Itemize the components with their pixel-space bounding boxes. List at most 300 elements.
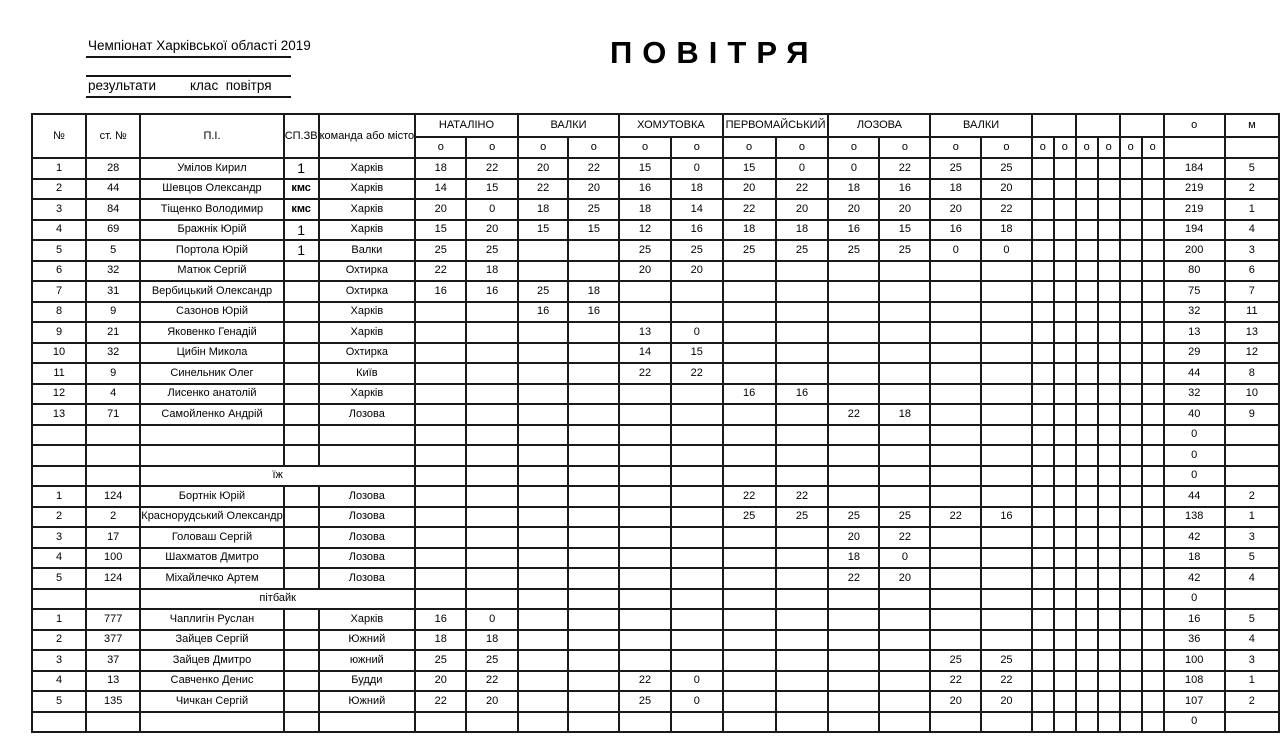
- cell-score[interactable]: 22: [518, 179, 569, 200]
- cell-extra-round[interactable]: [1054, 220, 1076, 241]
- cell-score[interactable]: [723, 281, 776, 302]
- cell-extra-round[interactable]: [1098, 384, 1120, 405]
- cell-score[interactable]: 22: [619, 671, 671, 692]
- cell-score[interactable]: 22: [671, 363, 723, 384]
- cell-rank[interactable]: 1: [284, 220, 319, 241]
- cell-score[interactable]: 0: [981, 240, 1032, 261]
- cell-score[interactable]: [828, 281, 879, 302]
- cell-score[interactable]: [930, 486, 981, 507]
- cell-place[interactable]: 11: [1225, 302, 1279, 323]
- cell-rider-name[interactable]: Краснорудський Олександр: [140, 507, 283, 528]
- cell-score[interactable]: 18: [981, 220, 1032, 241]
- cell-extra-round[interactable]: [1120, 568, 1142, 589]
- cell-score[interactable]: 0: [930, 240, 981, 261]
- cell-number[interactable]: 4: [32, 220, 86, 241]
- cell-score[interactable]: [930, 445, 981, 466]
- cell-extra-round[interactable]: [1032, 302, 1054, 323]
- cell-total[interactable]: 32: [1164, 302, 1225, 323]
- cell-extra-round[interactable]: [1120, 609, 1142, 630]
- cell-score[interactable]: [619, 650, 671, 671]
- col-header-number[interactable]: №: [32, 114, 86, 158]
- cell-total[interactable]: 75: [1164, 281, 1225, 302]
- cell-score[interactable]: 22: [466, 671, 517, 692]
- cell-team[interactable]: Харків: [319, 220, 416, 241]
- round-header[interactable]: о: [828, 137, 879, 158]
- cell-score[interactable]: [776, 445, 829, 466]
- round-header[interactable]: о: [1032, 137, 1054, 158]
- cell-extra-round[interactable]: [1142, 568, 1164, 589]
- cell-score[interactable]: [619, 712, 671, 733]
- cell-score[interactable]: [776, 302, 829, 323]
- cell-score[interactable]: [415, 507, 466, 528]
- cell-score[interactable]: 15: [671, 343, 723, 364]
- cell-score[interactable]: 15: [518, 220, 569, 241]
- cell-score[interactable]: 22: [776, 179, 829, 200]
- cell-total[interactable]: 0: [1164, 589, 1225, 610]
- cell-score[interactable]: [776, 568, 829, 589]
- cell-extra-round[interactable]: [1076, 220, 1098, 241]
- cell-start-number[interactable]: 28: [86, 158, 140, 179]
- cell-score[interactable]: 25: [619, 240, 671, 261]
- cell-extra-round[interactable]: [1076, 199, 1098, 220]
- cell-score[interactable]: [619, 609, 671, 630]
- cell-score[interactable]: [879, 691, 930, 712]
- cell-total[interactable]: 29: [1164, 343, 1225, 364]
- cell-rider-name[interactable]: Головаш Сергій: [140, 527, 283, 548]
- cell-extra-round[interactable]: [1098, 589, 1120, 610]
- cell-score[interactable]: [776, 548, 829, 569]
- cell-start-number[interactable]: 31: [86, 281, 140, 302]
- cell-score[interactable]: 25: [776, 507, 829, 528]
- cell-rider-name[interactable]: [140, 712, 283, 733]
- cell-score[interactable]: 18: [723, 220, 776, 241]
- cell-score[interactable]: [568, 363, 619, 384]
- col-header-name[interactable]: П.І.: [140, 114, 283, 158]
- cell-score[interactable]: [671, 589, 723, 610]
- cell-score[interactable]: [466, 322, 517, 343]
- cell-score[interactable]: [828, 712, 879, 733]
- cell-extra-round[interactable]: [1076, 691, 1098, 712]
- cell-score[interactable]: [981, 589, 1032, 610]
- cell-score[interactable]: 15: [879, 220, 930, 241]
- cell-extra-round[interactable]: [1098, 322, 1120, 343]
- cell-rider-name[interactable]: Зайцев Сергій: [140, 630, 283, 651]
- cell-extra-round[interactable]: [1120, 240, 1142, 261]
- cell-extra-round[interactable]: [1142, 650, 1164, 671]
- cell-extra-round[interactable]: [1142, 691, 1164, 712]
- cell-extra-round[interactable]: [1098, 179, 1120, 200]
- cell-score[interactable]: [518, 589, 569, 610]
- cell-score[interactable]: 18: [619, 199, 671, 220]
- cell-number[interactable]: 7: [32, 281, 86, 302]
- cell-extra-round[interactable]: [1098, 527, 1120, 548]
- cell-extra-round[interactable]: [1098, 630, 1120, 651]
- cell-score[interactable]: [466, 302, 517, 323]
- cell-score[interactable]: [723, 630, 776, 651]
- cell-score[interactable]: 18: [671, 179, 723, 200]
- total-subheader[interactable]: [1164, 137, 1225, 158]
- cell-extra-round[interactable]: [1054, 650, 1076, 671]
- cell-score[interactable]: 25: [930, 650, 981, 671]
- cell-score[interactable]: 22: [879, 527, 930, 548]
- cell-extra-round[interactable]: [1098, 466, 1120, 487]
- cell-extra-round[interactable]: [1098, 220, 1120, 241]
- cell-team[interactable]: [319, 445, 416, 466]
- cell-score[interactable]: [879, 322, 930, 343]
- cell-score[interactable]: [723, 527, 776, 548]
- cell-score[interactable]: 25: [981, 158, 1032, 179]
- cell-score[interactable]: [879, 589, 930, 610]
- cell-score[interactable]: [930, 609, 981, 630]
- cell-extra-round[interactable]: [1032, 609, 1054, 630]
- cell-number[interactable]: 8: [32, 302, 86, 323]
- cell-extra-round[interactable]: [1098, 261, 1120, 282]
- cell-team[interactable]: [319, 712, 416, 733]
- cell-score[interactable]: [981, 712, 1032, 733]
- cell-score[interactable]: 22: [828, 404, 879, 425]
- cell-score[interactable]: [568, 548, 619, 569]
- cell-team[interactable]: Охтирка: [319, 281, 416, 302]
- cell-extra-round[interactable]: [1054, 445, 1076, 466]
- cell-rank[interactable]: [284, 712, 319, 733]
- cell-score[interactable]: [415, 712, 466, 733]
- cell-score[interactable]: [568, 507, 619, 528]
- cell-score[interactable]: [723, 671, 776, 692]
- cell-rank[interactable]: [284, 671, 319, 692]
- cell-score[interactable]: 18: [776, 220, 829, 241]
- cell-rider-name[interactable]: Зайцев Дмитро: [140, 650, 283, 671]
- cell-place[interactable]: 4: [1225, 630, 1279, 651]
- cell-score[interactable]: [981, 568, 1032, 589]
- cell-extra-round[interactable]: [1076, 466, 1098, 487]
- cell-score[interactable]: [879, 712, 930, 733]
- cell-score[interactable]: 14: [619, 343, 671, 364]
- cell-score[interactable]: [879, 343, 930, 364]
- cell-score[interactable]: [619, 527, 671, 548]
- cell-score[interactable]: [723, 712, 776, 733]
- cell-extra-round[interactable]: [1142, 240, 1164, 261]
- cell-score[interactable]: [981, 302, 1032, 323]
- cell-extra-round[interactable]: [1098, 507, 1120, 528]
- cell-score[interactable]: [415, 589, 466, 610]
- cell-score[interactable]: 20: [723, 179, 776, 200]
- cell-score[interactable]: [776, 650, 829, 671]
- cell-rank[interactable]: [284, 425, 319, 446]
- cell-score[interactable]: 20: [415, 199, 466, 220]
- cell-extra-round[interactable]: [1120, 404, 1142, 425]
- cell-number[interactable]: 2: [32, 507, 86, 528]
- cell-score[interactable]: 25: [723, 240, 776, 261]
- cell-total[interactable]: 108: [1164, 671, 1225, 692]
- col-header-rank[interactable]: СП.ЗВ: [284, 114, 319, 158]
- cell-extra-round[interactable]: [1076, 281, 1098, 302]
- cell-rank[interactable]: [284, 302, 319, 323]
- cell-team[interactable]: Харків: [319, 384, 416, 405]
- cell-score[interactable]: [466, 507, 517, 528]
- cell-extra-round[interactable]: [1032, 343, 1054, 364]
- cell-score[interactable]: 16: [619, 179, 671, 200]
- round-header[interactable]: о: [1054, 137, 1076, 158]
- cell-place[interactable]: 1: [1225, 671, 1279, 692]
- cell-start-number[interactable]: [86, 445, 140, 466]
- cell-score[interactable]: [568, 630, 619, 651]
- cell-extra-round[interactable]: [1142, 343, 1164, 364]
- cell-total[interactable]: 18: [1164, 548, 1225, 569]
- cell-extra-round[interactable]: [1054, 486, 1076, 507]
- cell-extra-round[interactable]: [1032, 691, 1054, 712]
- cell-score[interactable]: [723, 548, 776, 569]
- cell-score[interactable]: [518, 568, 569, 589]
- cell-extra-round[interactable]: [1076, 240, 1098, 261]
- cell-score[interactable]: 25: [828, 240, 879, 261]
- cell-rank[interactable]: [284, 322, 319, 343]
- cell-start-number[interactable]: 2: [86, 507, 140, 528]
- cell-total[interactable]: 80: [1164, 261, 1225, 282]
- cell-extra-round[interactable]: [1076, 302, 1098, 323]
- cell-number[interactable]: 4: [32, 671, 86, 692]
- cell-score[interactable]: 16: [723, 384, 776, 405]
- cell-total[interactable]: 40: [1164, 404, 1225, 425]
- round-header[interactable]: о: [619, 137, 671, 158]
- cell-score[interactable]: 14: [415, 179, 466, 200]
- cell-score[interactable]: [930, 261, 981, 282]
- cell-score[interactable]: [879, 650, 930, 671]
- cell-rank[interactable]: [284, 363, 319, 384]
- cell-score[interactable]: [930, 548, 981, 569]
- cell-score[interactable]: [568, 486, 619, 507]
- cell-score[interactable]: 14: [671, 199, 723, 220]
- cell-score[interactable]: [723, 609, 776, 630]
- cell-score[interactable]: 12: [619, 220, 671, 241]
- cell-score[interactable]: [723, 322, 776, 343]
- cell-extra-round[interactable]: [1054, 527, 1076, 548]
- cell-extra-round[interactable]: [1076, 568, 1098, 589]
- cell-place[interactable]: 13: [1225, 322, 1279, 343]
- cell-score[interactable]: 18: [828, 179, 879, 200]
- cell-extra-round[interactable]: [1032, 158, 1054, 179]
- cell-score[interactable]: [466, 486, 517, 507]
- cell-score[interactable]: 22: [930, 507, 981, 528]
- cell-extra-round[interactable]: [1032, 650, 1054, 671]
- stage-header[interactable]: ЛОЗОВА: [828, 114, 930, 137]
- cell-score[interactable]: [930, 404, 981, 425]
- cell-total[interactable]: 184: [1164, 158, 1225, 179]
- cell-extra-round[interactable]: [1142, 158, 1164, 179]
- cell-extra-round[interactable]: [1142, 712, 1164, 733]
- cell-score[interactable]: [568, 568, 619, 589]
- cell-place[interactable]: [1225, 466, 1279, 487]
- cell-total[interactable]: 219: [1164, 179, 1225, 200]
- cell-score[interactable]: [568, 240, 619, 261]
- cell-extra-round[interactable]: [1120, 548, 1142, 569]
- cell-extra-round[interactable]: [1032, 220, 1054, 241]
- cell-extra-round[interactable]: [1142, 507, 1164, 528]
- cell-score[interactable]: [415, 425, 466, 446]
- cell-start-number[interactable]: 37: [86, 650, 140, 671]
- cell-place[interactable]: 4: [1225, 220, 1279, 241]
- cell-extra-round[interactable]: [1120, 527, 1142, 548]
- cell-extra-round[interactable]: [1142, 548, 1164, 569]
- cell-extra-round[interactable]: [1142, 445, 1164, 466]
- cell-rider-name[interactable]: Цибін Микола: [140, 343, 283, 364]
- cell-team[interactable]: Будди: [319, 671, 416, 692]
- cell-extra-round[interactable]: [1076, 261, 1098, 282]
- round-header[interactable]: о: [518, 137, 569, 158]
- cell-score[interactable]: [518, 507, 569, 528]
- cell-extra-round[interactable]: [1032, 363, 1054, 384]
- cell-extra-round[interactable]: [1120, 507, 1142, 528]
- stage-header[interactable]: ХОМУТОВКА: [619, 114, 723, 137]
- cell-score[interactable]: 13: [619, 322, 671, 343]
- cell-extra-round[interactable]: [1054, 548, 1076, 569]
- cell-score[interactable]: [879, 363, 930, 384]
- cell-score[interactable]: [619, 302, 671, 323]
- cell-place[interactable]: 2: [1225, 179, 1279, 200]
- cell-team[interactable]: Київ: [319, 363, 416, 384]
- cell-score[interactable]: 22: [828, 568, 879, 589]
- cell-extra-round[interactable]: [1076, 527, 1098, 548]
- cell-score[interactable]: [930, 527, 981, 548]
- cell-extra-round[interactable]: [1098, 240, 1120, 261]
- cell-score[interactable]: [568, 589, 619, 610]
- cell-number[interactable]: 12: [32, 384, 86, 405]
- cell-extra-round[interactable]: [1032, 322, 1054, 343]
- cell-score[interactable]: [568, 384, 619, 405]
- cell-score[interactable]: [415, 527, 466, 548]
- cell-extra-round[interactable]: [1054, 281, 1076, 302]
- cell-score[interactable]: [723, 691, 776, 712]
- cell-score[interactable]: 25: [568, 199, 619, 220]
- cell-score[interactable]: 18: [518, 199, 569, 220]
- cell-score[interactable]: [466, 384, 517, 405]
- cell-score[interactable]: [981, 630, 1032, 651]
- cell-score[interactable]: [619, 486, 671, 507]
- cell-total[interactable]: 0: [1164, 712, 1225, 733]
- cell-score[interactable]: [723, 568, 776, 589]
- cell-extra-round[interactable]: [1032, 384, 1054, 405]
- cell-score[interactable]: [723, 445, 776, 466]
- cell-number[interactable]: 2: [32, 630, 86, 651]
- cell-score[interactable]: [776, 466, 829, 487]
- cell-score[interactable]: [671, 302, 723, 323]
- cell-extra-round[interactable]: [1098, 302, 1120, 323]
- cell-rank[interactable]: [284, 630, 319, 651]
- round-header[interactable]: о: [723, 137, 776, 158]
- cell-extra-round[interactable]: [1120, 589, 1142, 610]
- cell-rank[interactable]: 1: [284, 240, 319, 261]
- cell-rank[interactable]: [284, 507, 319, 528]
- cell-score[interactable]: [518, 609, 569, 630]
- cell-extra-round[interactable]: [1054, 384, 1076, 405]
- cell-score[interactable]: [723, 343, 776, 364]
- cell-number[interactable]: 10: [32, 343, 86, 364]
- cell-score[interactable]: 0: [466, 609, 517, 630]
- cell-score[interactable]: [671, 404, 723, 425]
- cell-score[interactable]: 22: [619, 363, 671, 384]
- cell-number[interactable]: [32, 425, 86, 446]
- cell-extra-round[interactable]: [1120, 425, 1142, 446]
- cell-team[interactable]: Валки: [319, 240, 416, 261]
- cell-score[interactable]: [930, 363, 981, 384]
- cell-start-number[interactable]: 69: [86, 220, 140, 241]
- cell-place[interactable]: 6: [1225, 261, 1279, 282]
- cell-score[interactable]: 15: [415, 220, 466, 241]
- col-header-team[interactable]: команда або місто: [319, 114, 416, 158]
- cell-extra-round[interactable]: [1054, 712, 1076, 733]
- cell-place[interactable]: 7: [1225, 281, 1279, 302]
- cell-score[interactable]: 25: [466, 650, 517, 671]
- cell-score[interactable]: [930, 343, 981, 364]
- cell-score[interactable]: 25: [776, 240, 829, 261]
- cell-score[interactable]: 16: [879, 179, 930, 200]
- cell-score[interactable]: [723, 650, 776, 671]
- cell-start-number[interactable]: 777: [86, 609, 140, 630]
- cell-score[interactable]: [776, 425, 829, 446]
- cell-score[interactable]: 20: [619, 261, 671, 282]
- cell-number[interactable]: 9: [32, 322, 86, 343]
- cell-extra-round[interactable]: [1142, 486, 1164, 507]
- cell-score[interactable]: [776, 589, 829, 610]
- cell-extra-round[interactable]: [1120, 712, 1142, 733]
- cell-score[interactable]: [776, 261, 829, 282]
- cell-score[interactable]: [415, 363, 466, 384]
- cell-extra-round[interactable]: [1120, 445, 1142, 466]
- cell-total[interactable]: 138: [1164, 507, 1225, 528]
- cell-extra-round[interactable]: [1142, 671, 1164, 692]
- cell-total[interactable]: 0: [1164, 425, 1225, 446]
- stage-header[interactable]: ПЕРВОМАЙСЬКИЙ: [723, 114, 829, 137]
- cell-score[interactable]: [879, 671, 930, 692]
- cell-extra-round[interactable]: [1076, 630, 1098, 651]
- stage-header-empty[interactable]: [1120, 114, 1164, 137]
- cell-score[interactable]: [930, 466, 981, 487]
- cell-score[interactable]: 18: [415, 158, 466, 179]
- cell-score[interactable]: [619, 404, 671, 425]
- cell-score[interactable]: [776, 404, 829, 425]
- cell-extra-round[interactable]: [1076, 343, 1098, 364]
- cell-score[interactable]: [981, 425, 1032, 446]
- cell-score[interactable]: [415, 548, 466, 569]
- cell-score[interactable]: [671, 466, 723, 487]
- cell-score[interactable]: [828, 384, 879, 405]
- cell-extra-round[interactable]: [1076, 445, 1098, 466]
- cell-number[interactable]: 3: [32, 527, 86, 548]
- cell-score[interactable]: [518, 671, 569, 692]
- cell-rider-name[interactable]: Шевцов Олександр: [140, 179, 283, 200]
- cell-rider-name[interactable]: Лисенко анатолій: [140, 384, 283, 405]
- cell-extra-round[interactable]: [1098, 363, 1120, 384]
- cell-score[interactable]: [518, 322, 569, 343]
- cell-score[interactable]: [776, 630, 829, 651]
- cell-rank[interactable]: [284, 568, 319, 589]
- cell-extra-round[interactable]: [1076, 363, 1098, 384]
- cell-score[interactable]: [518, 548, 569, 569]
- cell-total[interactable]: 13: [1164, 322, 1225, 343]
- cell-extra-round[interactable]: [1120, 466, 1142, 487]
- cell-score[interactable]: [723, 466, 776, 487]
- cell-extra-round[interactable]: [1032, 445, 1054, 466]
- cell-score[interactable]: [828, 589, 879, 610]
- cell-score[interactable]: [415, 302, 466, 323]
- cell-score[interactable]: 20: [415, 671, 466, 692]
- cell-extra-round[interactable]: [1032, 671, 1054, 692]
- cell-number[interactable]: 5: [32, 568, 86, 589]
- cell-place[interactable]: 5: [1225, 609, 1279, 630]
- cell-score[interactable]: 0: [671, 671, 723, 692]
- col-header-start-number[interactable]: ст. №: [86, 114, 140, 158]
- cell-score[interactable]: [671, 712, 723, 733]
- cell-extra-round[interactable]: [1098, 691, 1120, 712]
